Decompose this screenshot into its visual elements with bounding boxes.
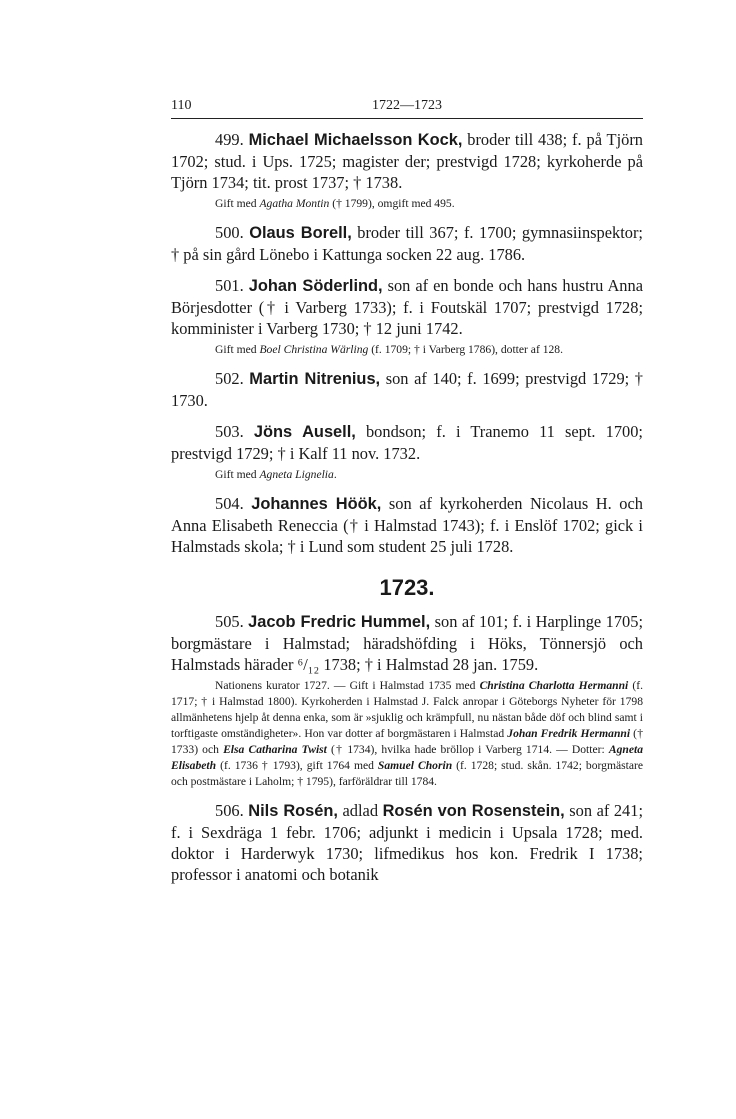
- entry-number: 499.: [215, 130, 244, 149]
- entry-text: son af 101; f. i Harplinge 1705; borgmästare i Halmstad; häradshöfding i Höks, Tönnersjö och Halmstads härader ⁶/₁₂ 1738; † i Halmstad 28 jan. 1759.: [171, 612, 644, 674]
- entry-number: 502.: [215, 369, 244, 388]
- running-head: [171, 96, 643, 116]
- entry-text: son af 140; f. 1699; prestvigd 1729; † 1730.: [171, 369, 643, 410]
- entry-mid-text: adlad: [337, 801, 383, 820]
- entry-name: Johannes Höök,: [251, 495, 382, 513]
- entry-499: [171, 129, 643, 212]
- book-page: [171, 96, 643, 885]
- entry-name: Jöns Ausell,: [253, 423, 356, 441]
- entry-note: Gift med Agneta Lignelia.: [215, 468, 337, 481]
- entry-name: Olaus Borell,: [249, 224, 352, 242]
- entry-text: son af en bonde och hans hustru Anna Börjesdotter († i Varberg 1733); f. i Foutskäl 1707; prestvigd 1728; komminister i Varberg 1730; † 12 juni 1742.: [171, 276, 643, 338]
- running-title: 1722—1723: [372, 98, 442, 113]
- page-number: 110: [171, 98, 192, 113]
- entry-name: Nils Rosén,: [248, 802, 338, 820]
- entry-note: Gift med Agatha Montin († 1799), omgift med 495.: [215, 197, 455, 210]
- header-rule: [171, 118, 643, 119]
- entry-number: 504.: [215, 494, 244, 513]
- entry-502: [171, 368, 643, 411]
- entry-name: Martin Nitrenius,: [249, 370, 381, 388]
- section-heading: 1723.: [379, 575, 435, 600]
- entry-number: 506.: [215, 801, 244, 820]
- entry-text: broder till 367; f. 1700; gymnasiinspektor; † på sin gård Lönebo i Kattunga socken 22 aug. 1786.: [171, 223, 643, 264]
- entry-ennobled-name: Rosén von Rosenstein,: [382, 802, 565, 820]
- entry-text: broder till 438; f. på Tjörn 1702; stud. i Ups. 1725; magister der; prestvigd 1728; kyrkoherde på Tjörn 1734; tit. prost 1737; † 1738.: [171, 130, 643, 192]
- entry-503: [171, 421, 643, 483]
- entry-note: Gift med Boel Christina Wärling (f. 1709; † i Varberg 1786), dotter af 128.: [215, 343, 563, 356]
- entry-number: 505.: [215, 612, 244, 631]
- entry-name: Johan Söderlind,: [248, 277, 383, 295]
- entry-text: son af kyrkoherden Nicolaus H. och Anna Elisabeth Reneccia († i Halmstad 1743); f. i Enslöf 1702; gick i Halmstads skola; † i Lund som student 25 juli 1728.: [171, 494, 643, 556]
- entry-number: 501.: [215, 276, 244, 295]
- entry-506: [171, 800, 643, 885]
- entry-504: [171, 493, 643, 557]
- entry-501: [171, 275, 643, 358]
- entry-number: 500.: [215, 223, 244, 242]
- entry-number: 503.: [215, 422, 244, 441]
- entry-505: [171, 611, 643, 790]
- entry-name: Michael Michaelsson Kock,: [248, 131, 463, 149]
- entry-500: [171, 222, 643, 265]
- entry-text: son af 241; f. i Sexdräga 1 febr. 1706; adjunkt i medicin i Upsala 1728; med. doktor i Harderwyk 1730; lifmedikus hos kon. Fredrik I 1738; professor i anatomi och botanik: [171, 801, 644, 884]
- entry-text: bondson; f. i Tranemo 11 sept. 1700; prestvigd 1729; † i Kalf 11 nov. 1732.: [171, 422, 643, 463]
- entry-note: Nationens kurator 1727. — Gift i Halmstad 1735 med Christina Charlotta Hermanni (f. 1717; † i Halmstad 1800). Kyrkoherden i Halmstad J. Falck anropar i Göteborgs Nyheter för 1798 allmänhetens hjelp åt denna enka, som är »sjuklig och krämpfull, nu nästan både döf och blind samt i torftigaste omständigheter». Hon var dotter af borgmästaren i Halmstad Johan Fredrik Hermanni († 1733) och Elsa Catharina Twist († 1734), hvilka hade bröllop i Varberg 1714. — Dotter: Agneta Elisabeth (f. 1736 † 1793), gift 1764 med Samuel Chorin (f. 1728; stud. skån. 1742; borgmästare och postmästare i Laholm; † 1795), farföräldrar till 1784.: [171, 679, 644, 788]
- entry-name: Jacob Fredric Hummel,: [248, 613, 431, 631]
